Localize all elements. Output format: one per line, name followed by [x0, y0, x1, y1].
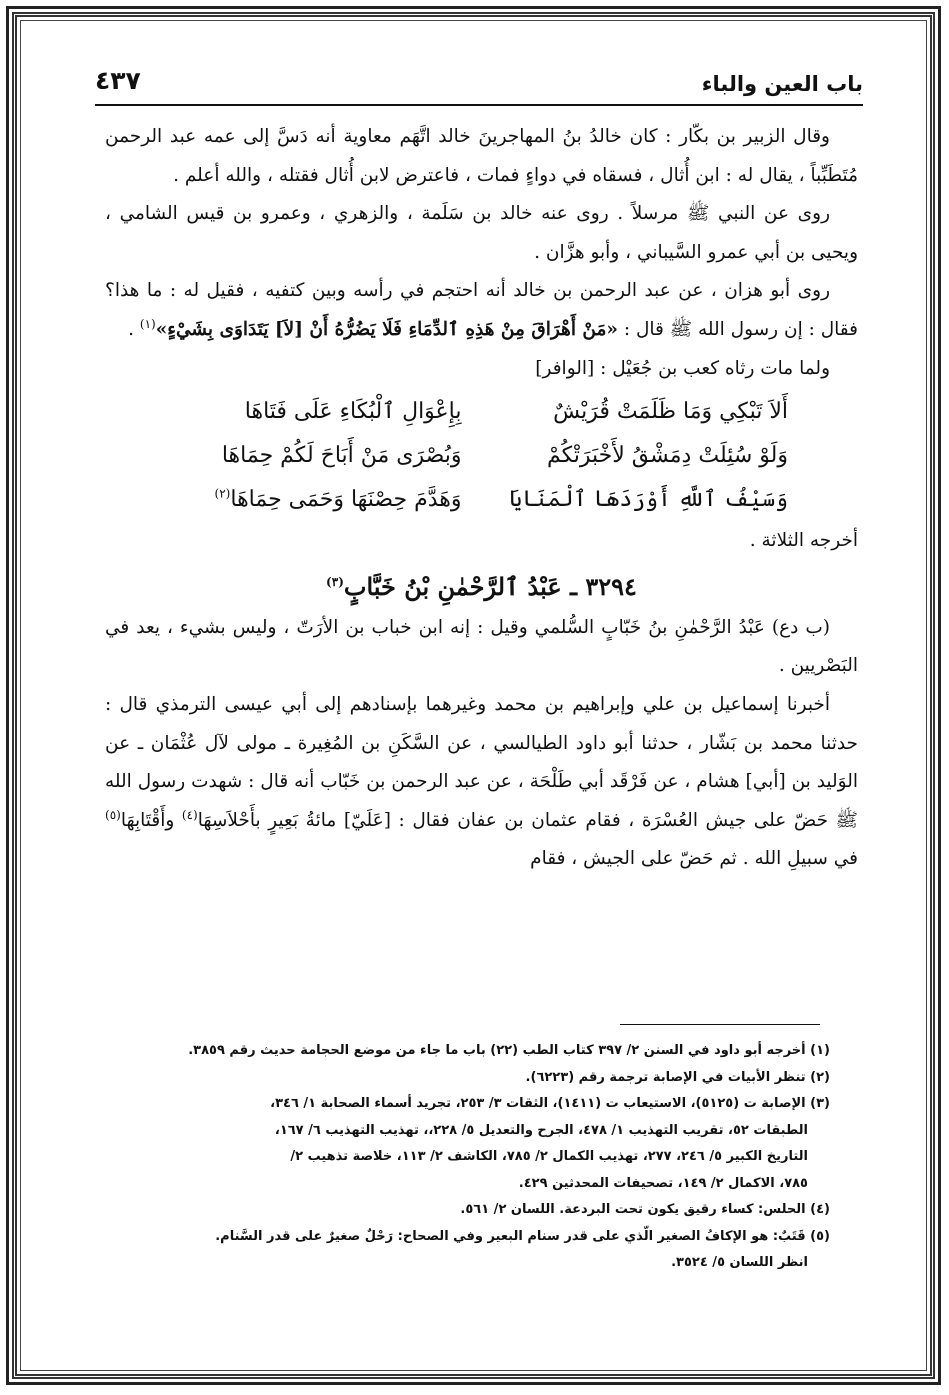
paragraph-entry-intro: (ب دع) عَبْدُ الرَّحْمٰنِ بنُ خَبّابٍ السُّلمي وقيل : إنه ابن خباب بن الأرَتّ ، وليس بشيء ، يعد في البَصْريين . [105, 616, 858, 677]
verse-first-hemistich: أَلاَ تَبْكِي وَمَا ظَلَمَتْ قُرَيْشٌ [553, 398, 788, 424]
elegy-intro: ولما مات رثاه كعب بن جُعَيْل : [الوافر] [535, 357, 830, 379]
verse-second-hemistich: وَبُصْرَى مَنْ أَبَاحَ لَكُمْ حِمَاهَا [221, 442, 462, 468]
footnote-5-continued: انظر اللسان ٥/ ٣٥٢٤. [671, 1255, 808, 1270]
paragraph-narrators: روى عن النبي ﷺ مرسلاً . روى عنه خالد بن سَلَمة ، والزهري ، وعمرو بن قيس الشامي ، ويحيى بن أبي عمرو السَّيباني ، وأبو هزَّان . [105, 203, 858, 263]
verse-second-text: وَهَدَّمَ حِصْنَهَا وَحَمَى حِمَاهَا [230, 486, 462, 512]
header-rule [95, 104, 863, 106]
footnote-2: (٢) تنظر الأبيات في الإصابة ترجمة رقم (٦٢٢٣). [525, 1069, 830, 1085]
paragraph-isnad [105, 686, 858, 879]
page-header [95, 62, 863, 106]
verse-first-hemistich: وَلَوْ سُئِلَتْ دِمَشْقُ لأَخْبَرَتْكُمْ [546, 442, 788, 468]
hijama-text: روى أبو هزان ، عن عبد الرحمن بن خالد أنه احتجم في رأسه وبين كتفيه ، فقيل له : ما هذا؟ فقال : إن رسول الله ﷺ قال : [105, 280, 858, 340]
footnote-ref-4: (٤) [181, 807, 198, 822]
footnote-ref-5: (٥) [105, 807, 121, 822]
verse-first-hemistich: وَسَيْفُ ٱللَّهِ أَوْرَدَهَا ٱلْمَنَايَا [509, 486, 788, 512]
footnote-separator [620, 1024, 820, 1025]
verse-line [105, 434, 858, 478]
main-text [105, 118, 858, 879]
footnote-3-continued: ٧٨٥، الاكمال ٢/ ١٤٩، تصحيفات المحدثين ٤٢٩. [518, 1175, 808, 1191]
entry-heading-text: ٣٢٩٤ ـ عَبْدُ ٱلرَّحْمٰنِ بْنُ خَبَّابٍ [343, 571, 637, 601]
footnote-1: (١) أخرجه أبو داود في السنن ٢/ ٣٩٧ كتاب الطب (٢٢) باب ما جاء من موضع الحجامة حديث رقم ٣٨٥٩. [188, 1043, 830, 1058]
isnad-text-2: وأَقْتَابِهَا [120, 809, 182, 831]
footnote-ref-1: (١) [139, 316, 156, 331]
entry-heading [105, 561, 858, 609]
isnad-text: أخبرنا إسماعيل بن علي وإبراهيم بن محمد وغيرهما بإسنادهم إلى أبي عيسى الترمذي قال : حدثنا محمد بن بَشّار ، حدثنا أبو داود الطيالسي ، عن السَّكَنِ بن المُغِيرة ـ مولى لآل عُثْمَان ـ عن الوَليد بن [أبي] هشام ، عن فَرْقَد أبي طَلْحَة ، عن عبد الرحمن بن خَبّاب أنه قال : شهدت رسول الله ﷺ حَضّ على جيش العُسْرَة ، فقام عثمان بن عفان فقال : [عَلَيّ] مائةُ بَعِيرٍ بأَحْلاَسِهَا [105, 693, 858, 831]
verse-second-hemistich [105, 478, 482, 522]
footnote-4: (٤) الحلس: كساء رقيق يكون تحت البردعة. اللسان ٢/ ٥٦١. [460, 1202, 830, 1217]
footnote-ref-3: (٣) [326, 574, 344, 589]
verse-second-hemistich: بِإِعْوَالِ ٱلْبُكَاءِ عَلَى فَتَاهَا [244, 398, 462, 424]
page-number: ٤٣٧ [95, 66, 141, 95]
paragraph-hijama [105, 272, 858, 349]
hadith-quote: «مَنْ أَهْرَاقَ مِنْ هَذِهِ ٱلدِّمَاءِ فَلَا يَضُرُّهُ أَنْ [لاَ] يَتَدَاوَى بِشَيْءٍ» [155, 318, 618, 340]
footnotes [105, 1038, 830, 1277]
footnote-3-continued: الطبقات ٥٢، تقريب التهذيب ١/ ٤٧٨، الجرح والتعديل ٥/ ٢٢٨،، تهذيب التهذيب ٦/ ١٦٧، [274, 1122, 808, 1138]
footnote-ref-2: (٢) [214, 486, 231, 501]
isnad-text-3: في سبيلِ الله . ثم حَضّ على الجيش ، فقام [530, 848, 858, 870]
hijama-end: . [128, 318, 140, 340]
verse-line [105, 390, 858, 434]
footnote-3: (٣) الإصابة ت (٥١٢٥)، الاستيعاب ت (١٤١١)، الثقات ٣/ ٢٥٣، تجريد أسماء الصحابة ١/ ٣٤٦، [270, 1096, 830, 1111]
paragraph-zubayr: وقال الزبير بن بكّار : كان خالدُ بنُ المهاجرينَ خالد اتَّهَم معاوية أنه دَسَّ إلى عمه عبد الرحمن مُتَطَبِّباً ، يقال له : ابن أُثال ، فسقاه في دواءٍ فمات ، فاعترض لابن أُثال فقتله ، والله أعلم . [105, 126, 858, 186]
poem [105, 390, 858, 522]
paragraph-akhrajahu: أخرجه الثلاثة . [749, 530, 858, 552]
footnote-5: (٥) قَتَبٌ: هو الإكافُ الصغير الّذي على قدر سنام البعير وفي الصحاح: رَحْلٌ صغيرٌ على قدر السَّنام. [215, 1228, 830, 1244]
verse-line [105, 478, 858, 522]
footnote-3-continued: التاريخ الكبير ٥/ ٢٤٦، ٢٧٧، تهذيب الكمال ٢/ ٧٨٥، الكاشف ٢/ ١١٣، خلاصة تذهيب ٢/ [290, 1149, 808, 1164]
running-title: باب العين والباء [701, 72, 863, 96]
